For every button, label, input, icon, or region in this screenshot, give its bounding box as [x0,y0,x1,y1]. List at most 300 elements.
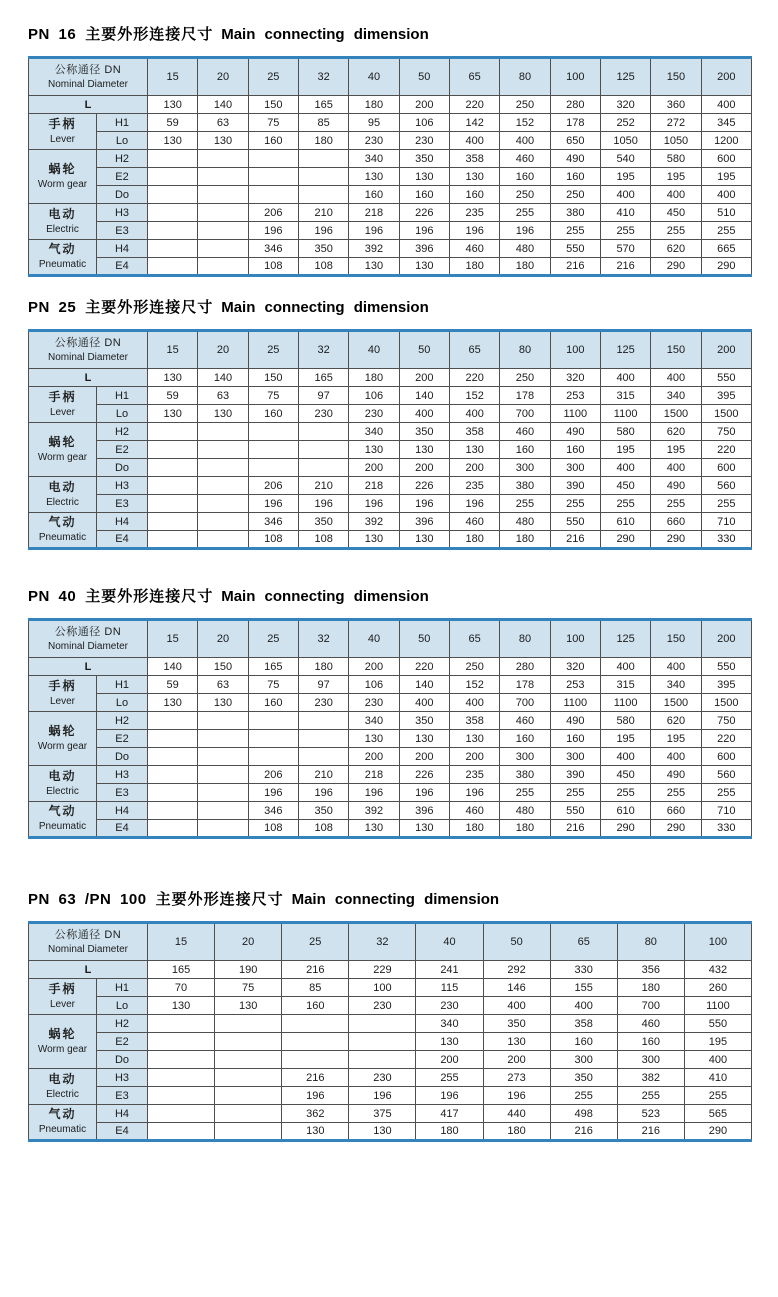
cell-Lo-dn200: 1200 [701,132,751,150]
cell-E3-dn200: 255 [701,784,751,802]
cell-Lo-dn20: 130 [198,405,248,423]
cell-E4-dn40: 180 [416,1123,483,1141]
cell-E3-dn65: 196 [449,222,499,240]
col-header-dn-80: 80 [500,58,550,96]
cell-E3-dn100: 255 [550,222,600,240]
cell-H1-dn80: 152 [500,114,550,132]
cell-E2-dn20 [215,1033,282,1051]
cell-E4-dn200: 330 [701,820,751,838]
cell-Do-dn80: 300 [500,459,550,477]
cell-E4-dn25: 108 [248,258,298,276]
cell-H4-dn100: 550 [550,240,600,258]
header-label-cn: 公称通径 DN [54,928,122,941]
cell-E2-dn32 [298,730,348,748]
group-label-en: Lever [49,406,75,418]
cell-H3-dn40: 255 [416,1069,483,1087]
col-header-dn-25: 25 [248,620,298,658]
group-label-en: Electric [46,496,79,508]
cell-H2-dn65: 358 [449,712,499,730]
cell-E2-dn125: 195 [600,441,650,459]
col-header-dn-200: 200 [701,331,751,369]
col-header-dn-150: 150 [651,58,701,96]
cell-H3-dn150: 490 [651,766,701,784]
row-label-H3: H3 [97,1069,148,1087]
cell-Lo-dn40: 230 [349,132,399,150]
cell-H4-dn200: 710 [701,802,751,820]
row-label-H4: H4 [97,240,148,258]
group-label-cn: 气动 [48,804,77,818]
cell-H3-dn80: 380 [500,766,550,784]
header-label-en: Nominal Diameter [47,640,129,652]
cell-H3-dn32: 230 [349,1069,416,1087]
cell-H2-dn80: 460 [500,423,550,441]
cell-E4-dn65: 180 [449,531,499,549]
group-label-pneumatic [29,513,97,549]
cell-E2-dn40: 130 [349,730,399,748]
cell-E3-dn40: 196 [349,495,399,513]
cell-H2-dn25 [282,1015,349,1033]
cell-Do-dn32 [298,459,348,477]
row-label-H4: H4 [97,513,148,531]
row-label-H2: H2 [97,1015,148,1033]
cell-E3-dn25: 196 [282,1087,349,1105]
cell-H4-dn15 [148,513,198,531]
cell-H2-dn40: 340 [349,150,399,168]
cell-Do-dn125: 400 [600,459,650,477]
cell-L-dn25: 150 [248,96,298,114]
cell-E4-dn100: 290 [684,1123,751,1141]
row-label-H2: H2 [97,150,148,168]
cell-E4-dn50: 130 [399,531,449,549]
cell-Lo-dn125: 1100 [600,405,650,423]
col-header-dn-32: 32 [298,58,348,96]
cell-L-dn80: 280 [500,658,550,676]
cell-H3-dn200: 510 [701,204,751,222]
row-label-H3: H3 [97,766,148,784]
cell-H1-dn20: 63 [198,387,248,405]
cell-H2-dn100: 490 [550,150,600,168]
title-english: Main connecting dimension [221,299,429,316]
cell-Do-dn100: 250 [550,186,600,204]
section-title-pn40 [28,588,752,606]
cell-L-dn15: 140 [148,658,198,676]
cell-H1-dn150: 340 [651,387,701,405]
section-title-pn63-100 [28,891,752,909]
cell-E4-dn25: 108 [248,531,298,549]
cell-E2-dn15 [148,441,198,459]
cell-H4-dn100: 550 [550,802,600,820]
group-label-en: Electric [46,1088,79,1100]
row-label-Do: Do [97,459,148,477]
cell-E3-dn50: 196 [399,495,449,513]
cell-H4-dn40: 392 [349,513,399,531]
cell-Do-dn20 [198,186,248,204]
cell-H3-dn100: 390 [550,477,600,495]
cell-E4-dn20 [215,1123,282,1141]
cell-E3-dn20 [198,495,248,513]
cell-Lo-dn15: 130 [148,997,215,1015]
row-label-E2: E2 [97,730,148,748]
col-header-dn-50: 50 [399,58,449,96]
cell-H3-dn65: 350 [550,1069,617,1087]
cell-H2-dn50: 350 [483,1015,550,1033]
dimension-table-pn40 [28,618,752,839]
row-label-H2: H2 [97,712,148,730]
cell-H3-dn150: 450 [651,204,701,222]
cell-L-dn20: 190 [215,961,282,979]
cell-E4-dn15 [148,820,198,838]
cell-Do-dn20 [198,748,248,766]
col-header-dn-50: 50 [399,620,449,658]
cell-Lo-dn50: 230 [399,132,449,150]
cell-Lo-dn100: 650 [550,132,600,150]
cell-H4-dn40: 417 [416,1105,483,1123]
cell-E3-dn32: 196 [298,784,348,802]
cell-H1-dn125: 315 [600,387,650,405]
cell-L-dn50: 292 [483,961,550,979]
cell-L-dn125: 400 [600,369,650,387]
cell-H1-dn40: 106 [349,387,399,405]
col-header-dn-50: 50 [483,923,550,961]
cell-H1-dn50: 106 [399,114,449,132]
group-label-en: Lever [49,695,75,707]
cell-H3-dn40: 218 [349,766,399,784]
cell-E2-dn15 [148,1033,215,1051]
cell-H1-dn65: 152 [449,676,499,694]
col-header-dn-15: 15 [148,620,198,658]
cell-E2-dn40: 130 [416,1033,483,1051]
cell-L-dn40: 180 [349,96,399,114]
title-chinese: 主要外形连接尺寸 [85,588,214,605]
cell-E3-dn80: 196 [500,222,550,240]
cell-H2-dn50: 350 [399,150,449,168]
cell-H1-dn200: 395 [701,387,751,405]
cell-L-dn150: 400 [651,369,701,387]
cell-E2-dn50: 130 [483,1033,550,1051]
group-label-cn: 气动 [48,515,77,529]
cell-H2-dn40: 340 [416,1015,483,1033]
cell-Do-dn25 [248,459,298,477]
title-english: Main connecting dimension [291,891,500,908]
cell-H3-dn50: 226 [399,204,449,222]
table-section-pn40 [28,588,752,839]
cell-L-dn125: 400 [600,658,650,676]
cell-H4-dn40: 392 [349,240,399,258]
cell-L-dn25: 216 [282,961,349,979]
cell-H4-dn65: 460 [449,802,499,820]
cell-E3-dn40: 196 [349,784,399,802]
cell-E2-dn80: 160 [500,168,550,186]
row-label-Do: Do [97,186,148,204]
cell-Do-dn15 [148,459,198,477]
cell-E4-dn80: 180 [500,820,550,838]
col-header-dn-20: 20 [215,923,282,961]
cell-H2-dn32 [298,150,348,168]
cell-H1-dn40: 95 [349,114,399,132]
cell-H2-dn32 [298,712,348,730]
title-chinese: 主要外形连接尺寸 [85,26,214,43]
cell-E2-dn150: 195 [651,441,701,459]
group-label-cn: 手柄 [48,981,77,996]
cell-Do-dn25 [248,748,298,766]
header-label-cn: 公称通径 DN [54,625,122,638]
cell-H4-dn150: 620 [651,240,701,258]
cell-H2-dn20 [198,712,248,730]
title-chinese: 主要外形连接尺寸 [85,299,214,316]
cell-H2-dn50: 350 [399,423,449,441]
cell-Lo-dn65: 400 [449,405,499,423]
cell-H2-dn40: 340 [349,712,399,730]
cell-H1-dn32: 85 [298,114,348,132]
cell-E2-dn65: 130 [449,730,499,748]
group-label-lever [29,114,97,150]
title-pn-rating: PN 16 [28,26,77,43]
cell-H2-dn15 [148,150,198,168]
cell-Do-dn32 [298,748,348,766]
cell-Do-dn15 [148,186,198,204]
cell-E4-dn40: 130 [349,258,399,276]
cell-Lo-dn25: 160 [248,694,298,712]
group-label-cn: 蜗轮 [48,434,77,449]
cell-L-dn80: 250 [500,96,550,114]
cell-Do-dn40: 200 [416,1051,483,1069]
cell-E3-dn65: 255 [550,1087,617,1105]
cell-H3-dn32: 210 [298,204,348,222]
cell-H3-dn125: 450 [600,477,650,495]
row-label-H3: H3 [97,477,148,495]
cell-Lo-dn32: 230 [298,694,348,712]
cell-E2-dn200: 220 [701,730,751,748]
cell-E3-dn80: 255 [617,1087,684,1105]
cell-H3-dn20 [198,204,248,222]
cell-H2-dn80: 460 [500,150,550,168]
cell-E3-dn125: 255 [600,495,650,513]
title-english: Main connecting dimension [221,26,429,43]
cell-E3-dn32: 196 [349,1087,416,1105]
row-label-E3: E3 [97,222,148,240]
cell-Lo-dn25: 160 [282,997,349,1015]
group-label-worm-gear [29,423,97,477]
row-label-E4: E4 [97,531,148,549]
cell-H2-dn25 [248,150,298,168]
col-header-dn-50: 50 [399,331,449,369]
cell-E4-dn50: 130 [399,258,449,276]
row-label-E3: E3 [97,495,148,513]
cell-Lo-dn150: 1050 [651,132,701,150]
cell-Do-dn80: 250 [500,186,550,204]
cell-E4-dn32: 108 [298,820,348,838]
group-label-en: Worm gear [37,740,88,752]
cell-H2-dn15 [148,423,198,441]
cell-H4-dn32: 375 [349,1105,416,1123]
cell-H1-dn40: 106 [349,676,399,694]
group-label-cn: 气动 [48,242,77,256]
group-label-en: Lever [49,133,75,145]
col-header-dn-20: 20 [198,58,248,96]
cell-H4-dn15 [148,802,198,820]
cell-E4-dn25: 130 [282,1123,349,1141]
cell-Do-dn100: 300 [550,748,600,766]
cell-H2-dn20 [198,150,248,168]
group-label-lever [29,387,97,423]
cell-E2-dn200: 220 [701,441,751,459]
cell-H1-dn50: 146 [483,979,550,997]
col-header-dn-65: 65 [449,620,499,658]
cell-H3-dn125: 410 [600,204,650,222]
header-label-en: Nominal Diameter [47,351,129,363]
group-label-en: Worm gear [37,451,88,463]
cell-Do-dn15 [148,1051,215,1069]
cell-Do-dn80: 300 [500,748,550,766]
cell-L-dn65: 220 [449,96,499,114]
row-label-Lo: Lo [97,132,148,150]
col-header-dn-65: 65 [449,58,499,96]
row-label-E2: E2 [97,1033,148,1051]
cell-H2-dn150: 620 [651,712,701,730]
cell-Lo-dn65: 400 [449,694,499,712]
cell-E3-dn200: 255 [701,495,751,513]
cell-H4-dn125: 610 [600,802,650,820]
cell-E3-dn15 [148,495,198,513]
cell-E4-dn80: 180 [500,531,550,549]
cell-E2-dn20 [198,730,248,748]
col-header-dn-125: 125 [600,331,650,369]
row-label-H4: H4 [97,802,148,820]
cell-E3-dn125: 255 [600,222,650,240]
row-label-L: L [29,658,148,676]
group-label-cn: 电动 [48,768,77,783]
cell-H4-dn20 [215,1105,282,1123]
cell-H2-dn100: 490 [550,423,600,441]
header-nominal-diameter [29,331,148,369]
cell-H2-dn25 [248,712,298,730]
cell-H1-dn32: 97 [298,387,348,405]
cell-Do-dn200: 400 [701,186,751,204]
cell-E2-dn25 [248,730,298,748]
row-label-E2: E2 [97,441,148,459]
cell-Lo-dn200: 1500 [701,405,751,423]
cell-L-dn32: 229 [349,961,416,979]
group-label-en: Electric [46,785,79,797]
cell-H4-dn15 [148,1105,215,1123]
cell-H2-dn125: 580 [600,423,650,441]
row-label-L: L [29,961,148,979]
cell-E4-dn65: 180 [449,820,499,838]
cell-Do-dn40: 160 [349,186,399,204]
title-pn-rating: PN 25 [28,299,77,316]
cell-L-dn32: 165 [298,96,348,114]
cell-E3-dn150: 255 [651,784,701,802]
cell-L-dn50: 200 [399,369,449,387]
group-label-cn: 手柄 [48,678,77,693]
cell-Lo-dn25: 160 [248,132,298,150]
col-header-dn-150: 150 [651,620,701,658]
cell-E3-dn200: 255 [701,222,751,240]
cell-E4-dn200: 330 [701,531,751,549]
row-label-H1: H1 [97,676,148,694]
group-label-en: Worm gear [37,178,88,190]
col-header-dn-25: 25 [248,331,298,369]
cell-E2-dn100: 160 [550,441,600,459]
cell-E4-dn100: 216 [550,258,600,276]
cell-H4-dn25: 362 [282,1105,349,1123]
cell-H1-dn25: 75 [248,387,298,405]
cell-Do-dn65: 160 [449,186,499,204]
col-header-dn-20: 20 [198,331,248,369]
cell-Lo-dn50: 400 [399,694,449,712]
cell-H3-dn50: 273 [483,1069,550,1087]
cell-E4-dn25: 108 [248,820,298,838]
cell-E3-dn15 [148,1087,215,1105]
cell-H2-dn65: 358 [550,1015,617,1033]
cell-H3-dn200: 560 [701,766,751,784]
cell-E4-dn150: 290 [651,258,701,276]
col-header-dn-200: 200 [701,620,751,658]
dimension-table-pn63-100 [28,921,752,1142]
cell-H1-dn100: 253 [550,387,600,405]
cell-E3-dn20 [198,784,248,802]
col-header-dn-100: 100 [550,331,600,369]
cell-Lo-dn100: 1100 [550,405,600,423]
cell-E3-dn20 [198,222,248,240]
cell-E3-dn50: 196 [399,222,449,240]
group-label-pneumatic [29,802,97,838]
cell-E2-dn40: 130 [349,441,399,459]
cell-H4-dn200: 665 [701,240,751,258]
cell-H3-dn80: 382 [617,1069,684,1087]
row-label-E4: E4 [97,258,148,276]
cell-Lo-dn15: 130 [148,132,198,150]
cell-E2-dn80: 160 [500,730,550,748]
row-label-L: L [29,369,148,387]
cell-L-dn150: 400 [651,658,701,676]
group-label-lever [29,676,97,712]
cell-Lo-dn20: 130 [198,132,248,150]
cell-H4-dn50: 396 [399,513,449,531]
cell-H1-dn200: 345 [701,114,751,132]
cell-E3-dn40: 196 [416,1087,483,1105]
cell-H2-dn32 [298,423,348,441]
cell-Do-dn65: 200 [449,748,499,766]
cell-H3-dn15 [148,1069,215,1087]
cell-L-dn50: 220 [399,658,449,676]
group-label-cn: 电动 [48,479,77,494]
cell-Lo-dn40: 230 [349,694,399,712]
header-label-en: Nominal Diameter [47,943,129,955]
row-label-Do: Do [97,748,148,766]
table-section-pn16 [28,0,752,277]
cell-L-dn100: 320 [550,658,600,676]
cell-Do-dn80: 300 [617,1051,684,1069]
cell-E3-dn80: 255 [500,495,550,513]
cell-H4-dn100: 550 [550,513,600,531]
cell-Do-dn125: 400 [600,186,650,204]
cell-E4-dn50: 180 [483,1123,550,1141]
col-header-dn-125: 125 [600,58,650,96]
cell-H2-dn150: 580 [651,150,701,168]
cell-H2-dn65: 358 [449,150,499,168]
cell-L-dn150: 360 [651,96,701,114]
cell-H2-dn25 [248,423,298,441]
cell-E4-dn20 [198,820,248,838]
cell-H3-dn65: 235 [449,477,499,495]
cell-H3-dn80: 380 [500,477,550,495]
cell-L-dn100: 280 [550,96,600,114]
cell-Do-dn50: 200 [399,748,449,766]
cell-E2-dn65: 160 [550,1033,617,1051]
cell-E3-dn15 [148,222,198,240]
col-header-dn-40: 40 [349,331,399,369]
